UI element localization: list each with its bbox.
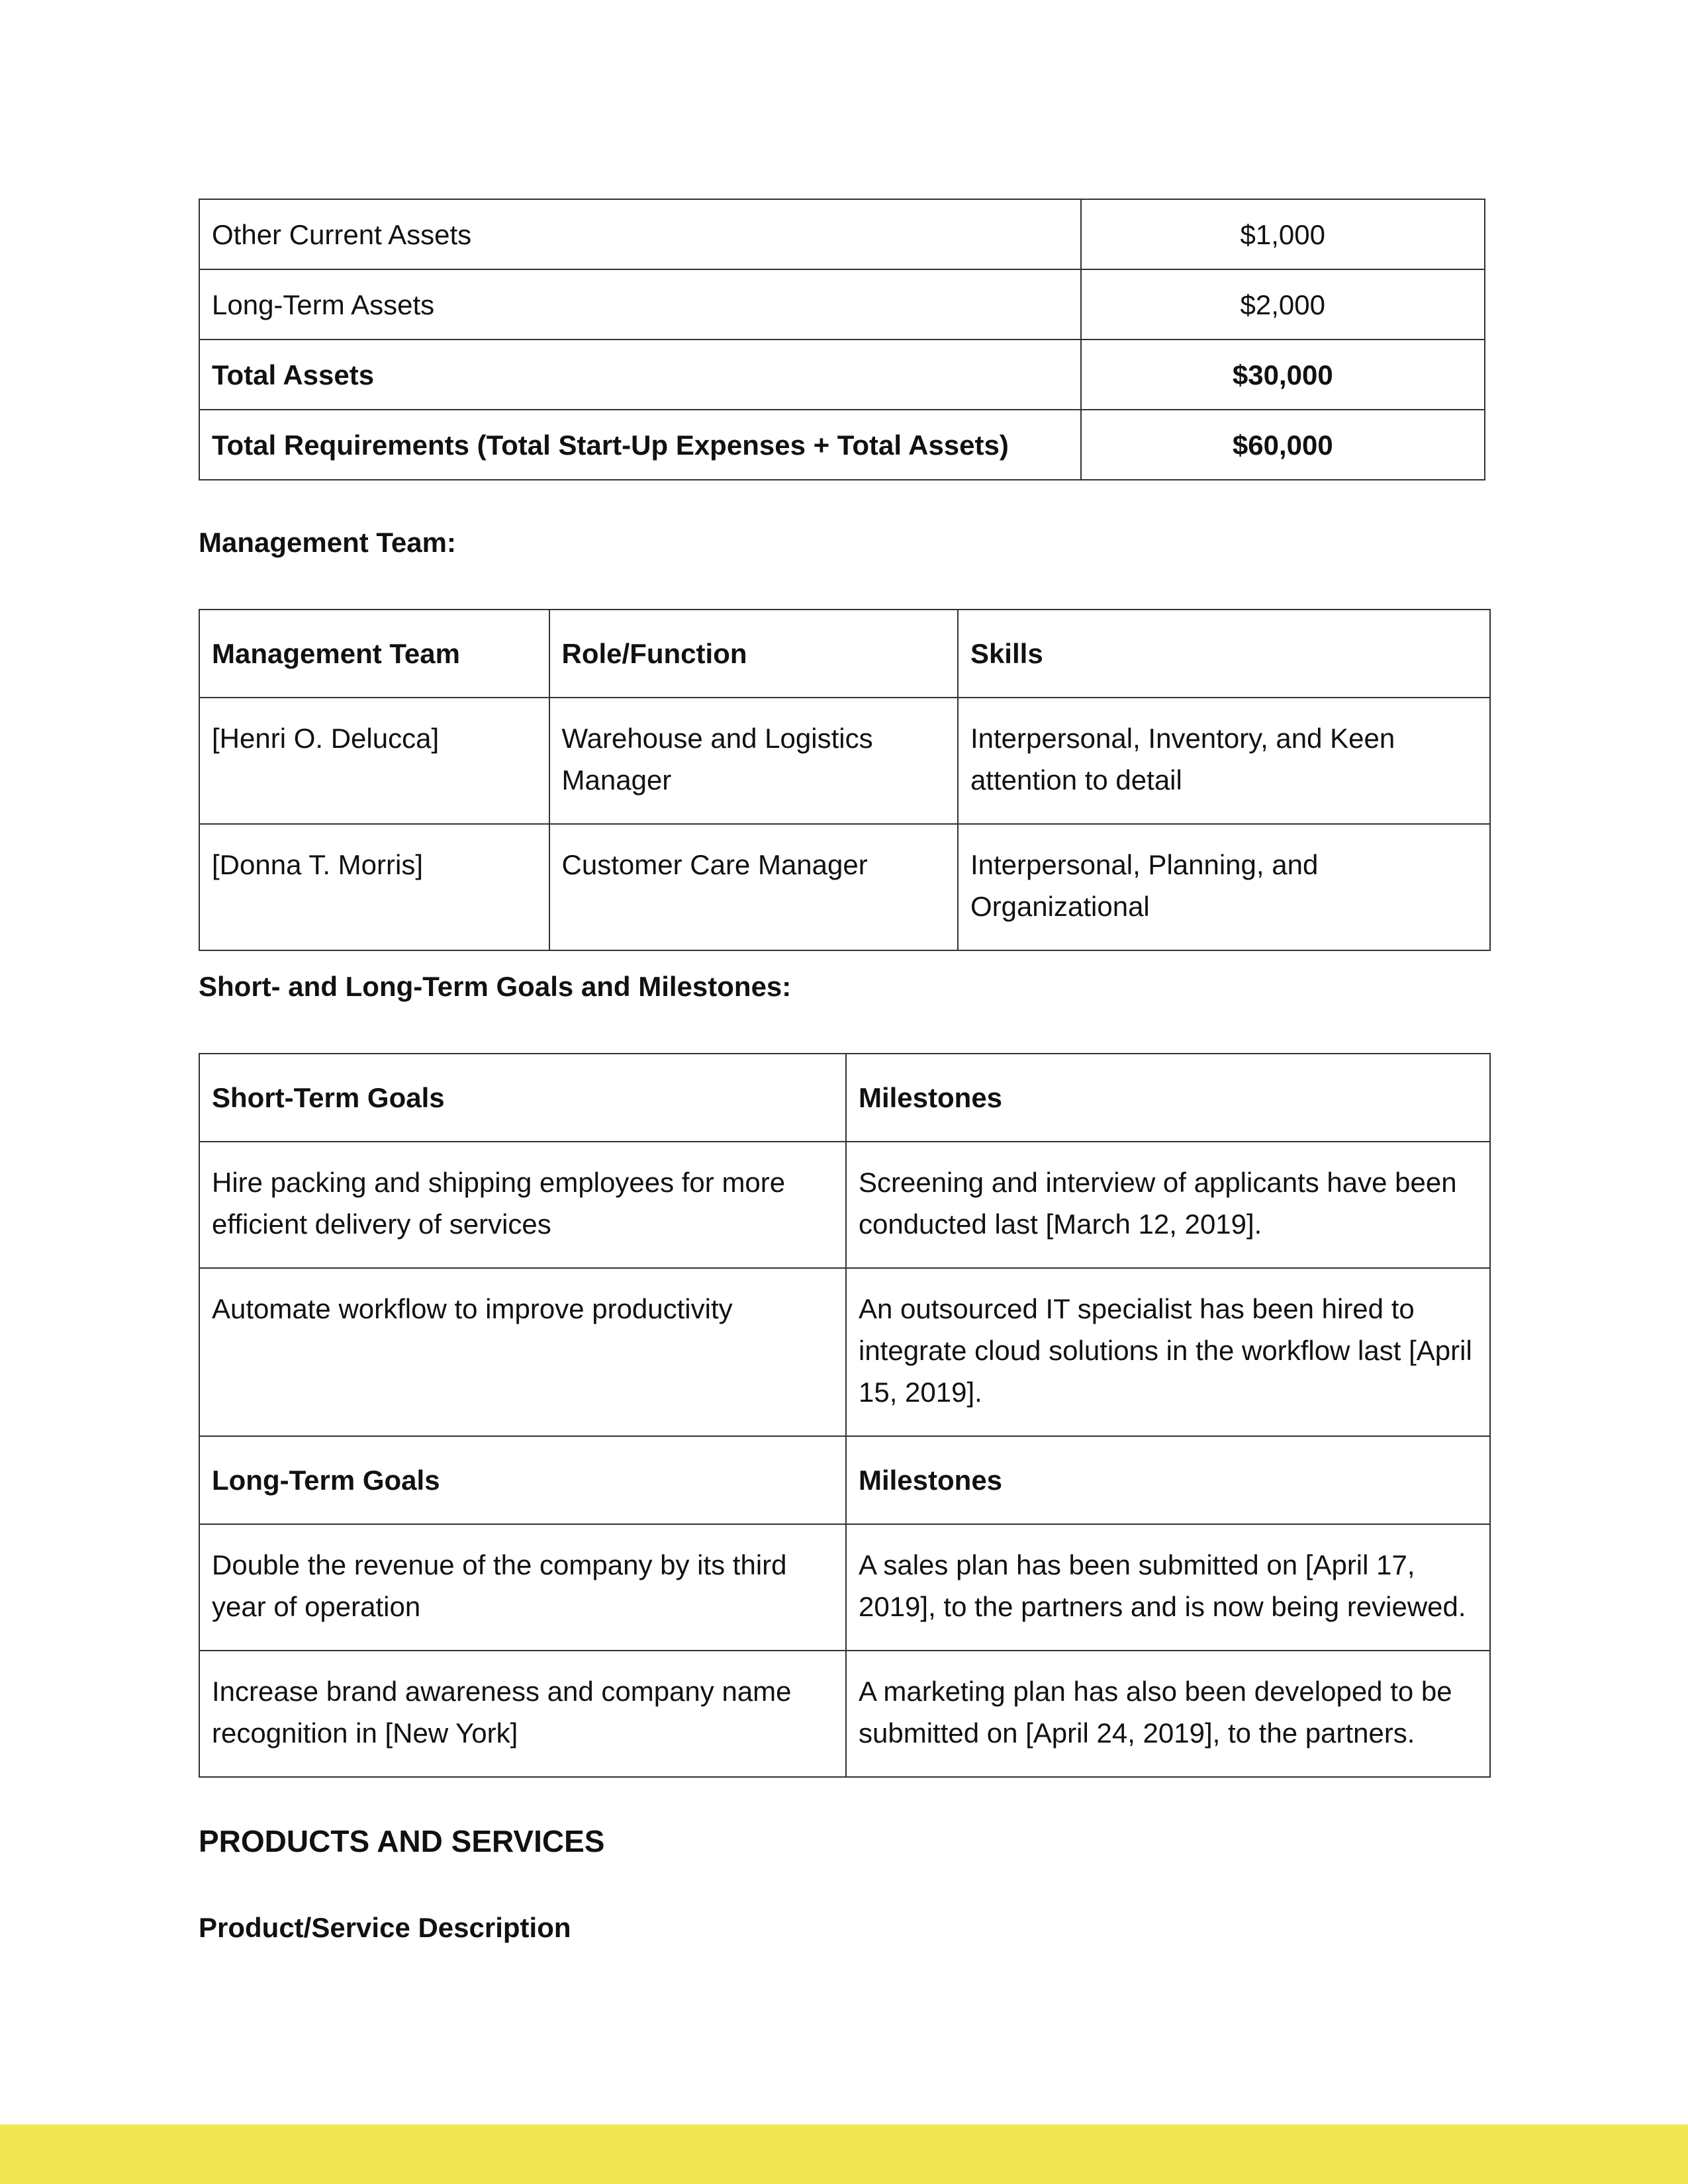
table-row [199,698,1490,824]
table-row [199,1524,1490,1651]
goal-cell: Automate workflow to improve productivity [199,1268,846,1436]
products-section-title: PRODUCTS AND SERVICES [199,1824,605,1858]
column-header: Skills [958,610,1490,698]
column-header: Management Team [199,610,549,698]
asset-value: $2,000 [1081,269,1485,340]
member-skills: Interpersonal, Planning, and Organizational [958,824,1490,950]
short-term-goals-header: Short-Term Goals [199,1054,846,1142]
milestones-header: Milestones [846,1436,1490,1524]
asset-value: $1,000 [1081,199,1485,269]
table-row [199,340,1485,410]
table-row [199,410,1485,480]
asset-label: Other Current Assets [199,199,1081,269]
table-row [199,269,1485,340]
asset-label: Total Requirements (Total Start-Up Expenses + Total Assets) [199,410,1081,480]
asset-value: $30,000 [1081,340,1485,410]
goal-cell: Double the revenue of the company by its third year of operation [199,1524,846,1651]
asset-label: Long-Term Assets [199,269,1081,340]
milestone-cell: A marketing plan has also been developed to be submitted on [April 24, 2019], to the partners. [846,1651,1490,1777]
product-description-heading: Product/Service Description [199,1912,571,1943]
table-row [199,824,1490,950]
milestone-cell: A sales plan has been submitted on [April 17, 2019], to the partners and is now being reviewed. [846,1524,1490,1651]
member-role: Warehouse and Logistics Manager [549,698,958,824]
milestone-cell: An outsourced IT specialist has been hired to integrate cloud solutions in the workflow last [April 15, 2019]. [846,1268,1490,1436]
asset-label: Total Assets [199,340,1081,410]
management-heading: Management Team: [199,527,456,558]
table-row [199,199,1485,269]
table-row [199,1268,1490,1436]
footer-band [0,2124,1688,2184]
table-header-row [199,610,1490,698]
goals-table [199,1053,1491,1778]
member-role: Customer Care Manager [549,824,958,950]
table-row [199,1651,1490,1777]
goal-cell: Hire packing and shipping employees for more efficient delivery of services [199,1142,846,1268]
column-header: Role/Function [549,610,958,698]
table-row [199,1142,1490,1268]
member-name: [Henri O. Delucca] [199,698,549,824]
long-term-goals-header: Long-Term Goals [199,1436,846,1524]
goal-cell: Increase brand awareness and company name recognition in [New York] [199,1651,846,1777]
member-name: [Donna T. Morris] [199,824,549,950]
asset-value: $60,000 [1081,410,1485,480]
member-skills: Interpersonal, Inventory, and Keen attention to detail [958,698,1490,824]
goals-heading: Short- and Long-Term Goals and Milestones: [199,971,792,1002]
management-table [199,609,1491,951]
milestone-cell: Screening and interview of applicants have been conducted last [March 12, 2019]. [846,1142,1490,1268]
table-header-row [199,1436,1490,1524]
assets-table [199,199,1485,480]
table-header-row [199,1054,1490,1142]
milestones-header: Milestones [846,1054,1490,1142]
